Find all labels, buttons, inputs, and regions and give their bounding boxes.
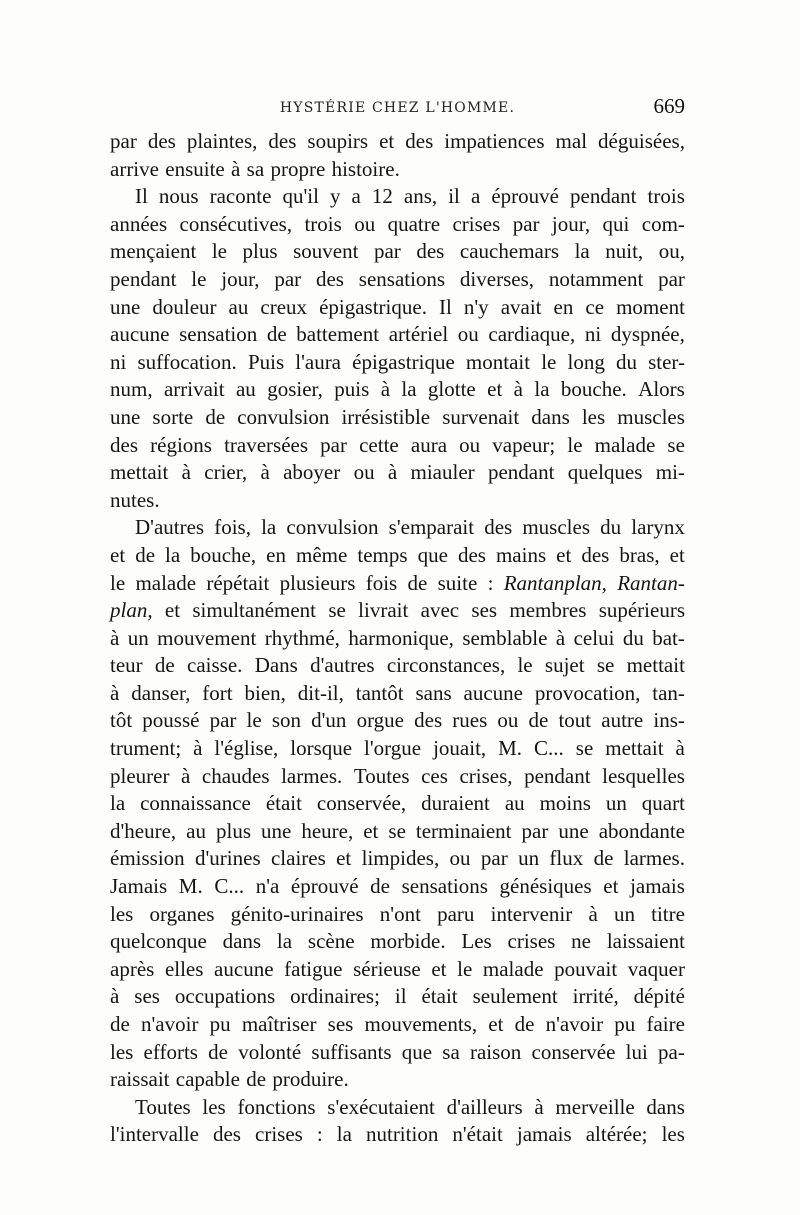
text-line: pendant le jour, par des sensations diverses, notamment par <box>110 266 685 291</box>
text-line: plan, et simultanément se livrait avec ses membres supérieurs <box>110 598 685 623</box>
text-line: les organes génito-urinaires n'ont paru intervenir à un titre <box>110 901 685 926</box>
text-line: l'intervalle des crises : la nutrition n'était jamais altérée; les <box>110 1122 685 1147</box>
running-head-title: HYSTÉRIE CHEZ L'HOMME. <box>279 100 516 116</box>
text-line: Toutes les fonctions s'exécutaient d'ailleurs à merveille dans <box>135 1094 685 1119</box>
text-line: une douleur au creux épigastrique. Il n'y avait en ce moment <box>110 294 685 319</box>
running-head <box>110 96 685 126</box>
text-line: raissait capable de produire. <box>110 1067 349 1092</box>
text-line: d'heure, au plus une heure, et se terminaient par une abondante <box>110 818 685 843</box>
text-line: arrive ensuite à sa propre histoire. <box>110 156 400 181</box>
text-line: une sorte de convulsion irrésistible survenait dans les muscles <box>110 404 685 429</box>
text-line: le malade répétait plusieurs fois de suite : Rantanplan, Rantan- <box>110 570 685 595</box>
text-line: mettait à crier, à aboyer ou à miauler pendant quelques mi- <box>110 460 685 485</box>
text-line: après elles aucune fatigue sérieuse et le malade pouvait vaquer <box>110 956 685 981</box>
text-line: D'autres fois, la convulsion s'emparait des muscles du larynx <box>135 515 685 540</box>
text-line: tôt poussé par le son d'un orgue des rues ou de tout autre ins- <box>110 708 685 733</box>
text-line: émission d'urines claires et limpides, ou par un flux de larmes. <box>110 846 685 871</box>
text-line: Il nous raconte qu'il y a 12 ans, il a éprouvé pendant trois <box>135 184 685 209</box>
text-line: nutes. <box>110 487 160 512</box>
text-line: trument; à l'église, lorsque l'orgue jouait, M. C... se mettait à <box>110 736 685 761</box>
text-line: mençaient le plus souvent par des cauchemars la nuit, ou, <box>110 239 685 264</box>
text-line: quelconque dans la scène morbide. Les crises ne laissaient <box>110 929 685 954</box>
text-line: la connaissance était conservée, duraient au moins un quart <box>110 791 685 816</box>
text-line: à ses occupations ordinaires; il était seulement irrité, dépité <box>110 984 685 1009</box>
text-line: des régions traversées par cette aura ou vapeur; le malade se <box>110 432 685 457</box>
text-line: aucune sensation de battement artériel ou cardiaque, ni dyspnée, <box>110 322 685 347</box>
page-number: 669 <box>653 94 685 118</box>
text-line: à danser, fort bien, dit-il, tantôt sans aucune provocation, tan- <box>110 680 685 705</box>
text-line: teur de caisse. Dans d'autres circonstances, le sujet se mettait <box>110 653 685 678</box>
text-line: num, arrivait au gosier, puis à la glotte et à la bouche. Alors <box>110 377 685 402</box>
text-line: pleurer à chaudes larmes. Toutes ces crises, pendant lesquelles <box>110 763 685 788</box>
text-line: années consécutives, trois ou quatre crises par jour, qui com- <box>110 211 685 236</box>
text-line: et de la bouche, en même temps que des mains et des bras, et <box>110 542 685 567</box>
text-line: Jamais M. C... n'a éprouvé de sensations génésiques et jamais <box>110 874 685 899</box>
body-text <box>110 128 685 1149</box>
text-line: par des plaintes, des soupirs et des impatiences mal déguisées, <box>110 129 685 153</box>
text-line: ni suffocation. Puis l'aura épigastrique montait le long du ster- <box>110 349 685 374</box>
text-line: les efforts de volonté suffisants que sa raison conservée lui pa- <box>110 1039 685 1064</box>
text-line: à un mouvement rhythmé, harmonique, semblable à celui du bat- <box>110 625 685 650</box>
text-line: de n'avoir pu maîtriser ses mouvements, et de n'avoir pu faire <box>110 1012 685 1036</box>
